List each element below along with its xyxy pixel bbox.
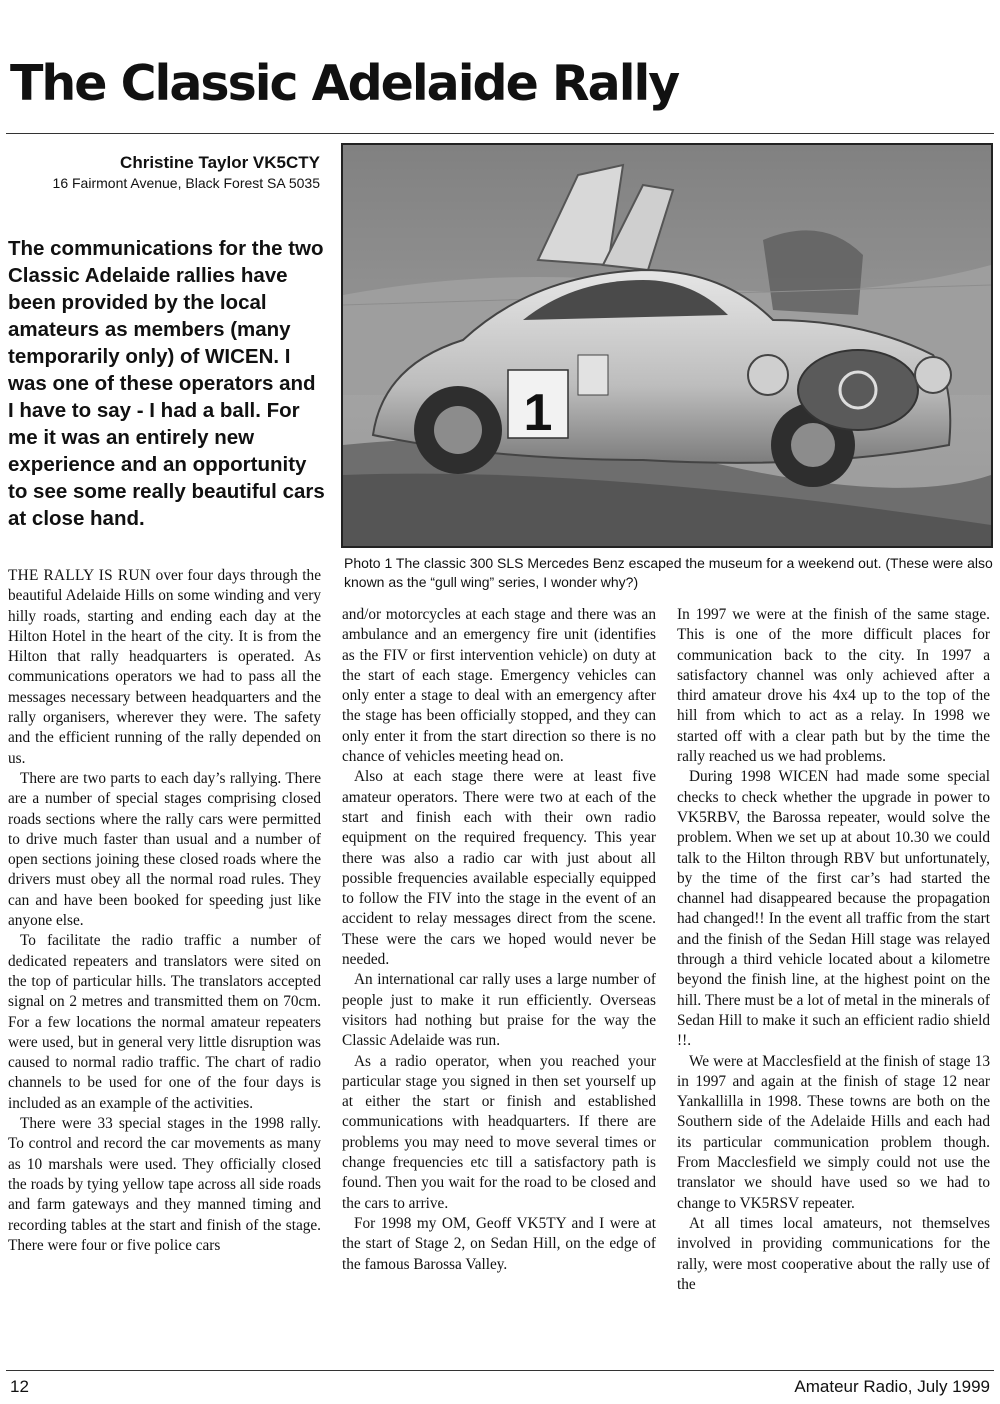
car-photo-illustration	[343, 145, 991, 546]
article-title: The Classic Adelaide Rally	[10, 55, 679, 112]
body-paragraph: For 1998 my OM, Geoff VK5TY and I were at the start of Stage 2, on Sedan Hill, on the edge of the famous Barossa Valley.	[342, 1214, 656, 1273]
lead-paragraph: The communications for the two Classic Adelaide rallies have been provided by the local amateurs as members (many temporarily only) of WICEN. I was one of these operators and I have to say - I had a ball. For me it was an entirely new experience and an opportunity to see some really beautiful cars at close hand.	[8, 237, 325, 530]
car-race-number: 1	[523, 384, 553, 442]
body-paragraph: At all times local amateurs, not themselves involved in providing communications for the rally, were most cooperative about the rally use of the	[677, 1214, 990, 1293]
body-paragraph: We were at Macclesfield at the finish of stage 13 in 1997 and again at the finish of stage 12 near Yankallilla in 1998. These towns are both on the Southern side of the Adelaide Hills and each had its particular communication problem though. From Macclesfield we simply could not use the translator we should have used so we had to change to VK5RSV repeater.	[677, 1052, 990, 1212]
photo-caption: Photo 1 The classic 300 SLS Mercedes Benz escaped the museum for a weekend out. (These were also known as the “gull wing” series, I wonder why?)	[344, 555, 993, 590]
body-column-3	[677, 605, 990, 1295]
body-column-2	[342, 605, 656, 1275]
photo-mercedes-gullwing	[341, 143, 993, 548]
body-paragraph: There are two parts to each day’s rallying. There are a number of special stages comprising closed roads sections where the rally cars were permitted to drive much faster than usual and a number of open sections joining these closed roads where the drivers must obey all the normal road rules. They can and have been booked for speeding just like anyone else.	[8, 769, 321, 930]
paragraph-text: over four days through the beautiful Adelaide Hills on some winding and very hilly roads, starting and ending each day at the Hilton Hotel in the heart of the city. It is from the Hilton that rally headquarters is operated. As communications operators we had to pass all the messages necessary between headquarters and the rally organisers, wherever they were. The safety and the efficient running of the rally depended on us.	[8, 567, 321, 767]
author-address: 16 Fairmont Avenue, Black Forest SA 5035	[52, 175, 320, 191]
body-paragraph	[8, 566, 321, 769]
opening-words: THE RALLY IS RUN	[8, 567, 152, 584]
title-rule	[6, 133, 994, 134]
body-paragraph: During 1998 WICEN had made some special checks to check whether the upgrade in power to VK5RBV, the Barossa repeater, would solve the problem. When we set up at about 10.30 we could talk to the Hilton through RBV but unfortunately, by the time of the first car’s had started the channel had disappeared because the propagation had changed!! In the event all traffic from the start and the finish of the Sedan Hill stage was relayed through a third vehicle located about a kilometre beyond the finish line, at the highest point on the hill. There must be a lot of metal in the minerals of Sedan Hill to make it such an efficient radio shield !!.	[677, 768, 990, 1050]
body-paragraph: As a radio operator, when you reached your particular stage you signed in then set yourself up at either the start or finish and established communications with headquarters. If there are problems you may need to move several times or change frequencies etc till a satisfactory path is found. Then you wait for the road to be closed and the cars to arrive.	[342, 1052, 656, 1212]
body-column-1	[8, 566, 321, 1256]
body-paragraph: There were 33 special stages in the 1998 rally. To control and record the car movements as many as 10 marshals were used. They officially closed the roads by tying yellow tape across all side roads and farm gateways and they manned timing and recording tables at the start and finish of the stage. There were four or five police cars	[8, 1115, 321, 1254]
body-paragraph: Also at each stage there were at least five amateur operators. There were two at each of the start and finish each with their own radio equipment on the required frequency. This year there was also a radio car with just about all possible frequencies available especially equipped to follow the FIV into the stage in the event of an accident to relay messages direct from the scene. These were the cars we hoped would never be needed.	[342, 768, 656, 969]
body-paragraph: To facilitate the radio traffic a number of dedicated repeaters and translators were sited on the top of particular hills. The translators accepted signal on 2 metres and transmitted them on 70cm. For a few locations the normal amateur repeaters were used, but in general very little disruption was caused to normal radio traffic. The chart of radio channels to be used for one of the four days is included as an example of the activities.	[8, 932, 321, 1112]
byline	[4, 152, 320, 193]
page-number: 12	[10, 1377, 29, 1396]
body-paragraph: and/or motorcycles at each stage and there was an ambulance and an emergency fire unit (identifies as the FIV or first intervention vehicle) on duty at the start of each stage. Emergency vehicles can only enter a stage to deal with an emergency after the stage has been officially stopped, and they can only enter it from the start direction so there is no chance of vehicles meeting head on.	[342, 606, 656, 766]
body-paragraph: An international car rally uses a large number of people just to make it run efficiently. Overseas visitors had nothing but praise for the way the Classic Adelaide was run.	[342, 971, 656, 1050]
footer-rule	[6, 1370, 994, 1371]
author-name: Christine Taylor VK5CTY	[120, 153, 320, 172]
publication-footer: Amateur Radio, July 1999	[794, 1377, 990, 1396]
body-paragraph: In 1997 we were at the finish of the same stage. This is one of the more difficult places for communication back to the city. In 1997 a satisfactory channel was only achieved after a third amateur drove his 4x4 up to the top of the hill from which to act as a relay. In 1998 we started off with a clear path but by the time the rally reached us we had problems.	[677, 606, 990, 766]
